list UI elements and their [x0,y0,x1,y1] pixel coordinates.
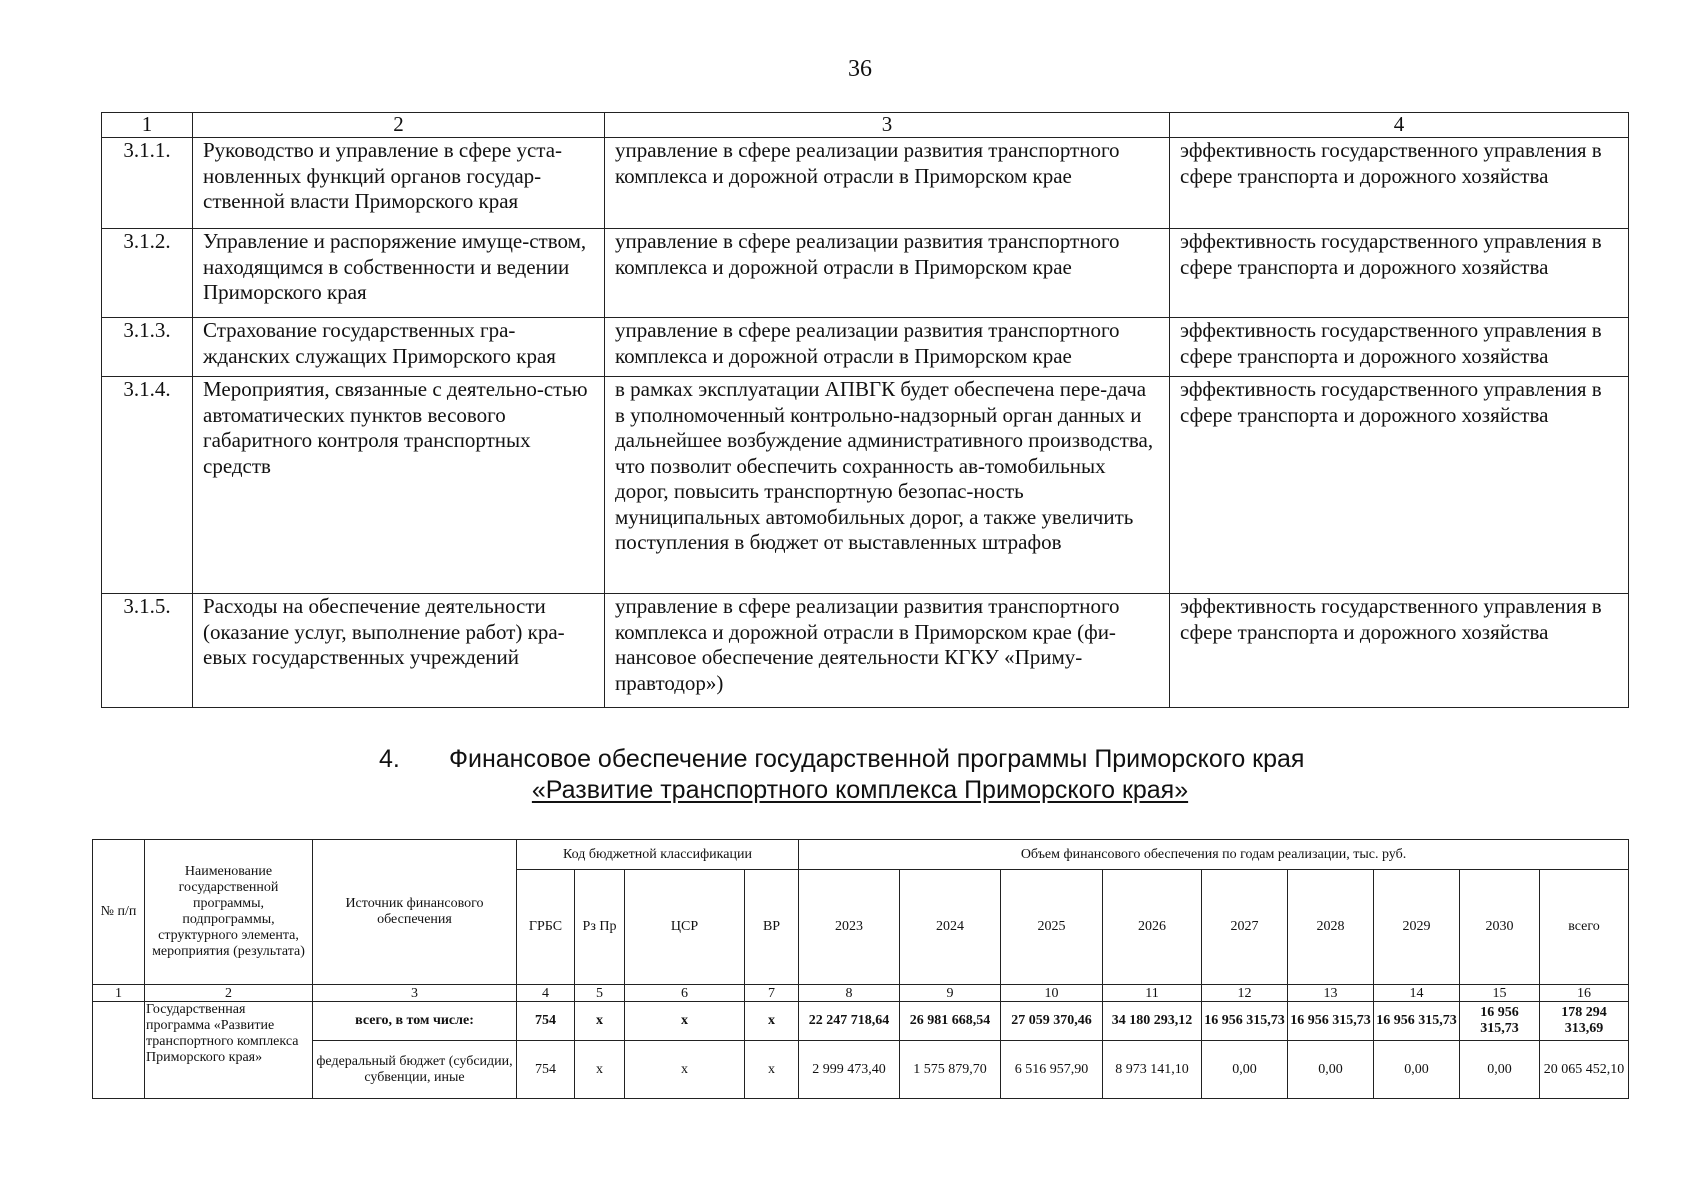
section-number: 4. [379,745,400,773]
measure-indicator: эффективность государственного управления в сфере транспорта и дорожного хозяйства [1170,594,1629,708]
column-header: 2 [193,113,605,138]
column-number: 2 [145,985,313,1002]
column-number: 9 [900,985,1001,1002]
measure-name: Мероприятия, связанные с деятельно-стью автоматических пунктов весового габаритного контроля транспортных средств [193,377,605,594]
header-budget-code: Код бюджетной классификации [517,840,799,870]
amount-2028: 16 956 315,73 [1288,1002,1374,1041]
section-title: Финансовое обеспечение государственной программы Приморского края [449,745,1305,773]
vr-code: x [745,1002,799,1041]
header-source: Источник финансового обеспечения [313,840,517,985]
header-year: 2026 [1103,870,1202,985]
amount-2030: 16 956 315,73 [1460,1002,1540,1041]
header-year: 2024 [900,870,1001,985]
measures-table [101,112,1629,708]
amount-2023: 22 247 718,64 [799,1002,900,1041]
funding-source: федеральный бюджет (субсидии, субвенции, иные [313,1041,517,1099]
column-number: 7 [745,985,799,1002]
measure-indicator: эффективность государственного управления в сфере транспорта и дорожного хозяйства [1170,318,1629,377]
row-number: 3.1.1. [102,138,193,229]
column-number: 15 [1460,985,1540,1002]
program-title: «Развитие транспортного комплекса Приморского края» [531,776,1189,804]
financing-table [92,839,1629,1099]
column-number: 6 [625,985,745,1002]
row-number-empty [93,1002,145,1099]
amount-total: 20 065 452,10 [1540,1041,1629,1099]
csr-code: x [625,1002,745,1041]
csr-code: x [625,1041,745,1099]
amount-2029: 16 956 315,73 [1374,1002,1460,1041]
measure-indicator: эффективность государственного управления в сфере транспорта и дорожного хозяйства [1170,138,1629,229]
table-row [102,138,1629,229]
measure-indicator: эффективность государственного управления в сфере транспорта и дорожного хозяйства [1170,377,1629,594]
table-row [102,594,1629,708]
measure-name: Расходы на обеспечение деятельности (оказание услуг, выполнение работ) кра-евых государственных учреждений [193,594,605,708]
header-name: Наименование государственной программы, подпрограммы, структурного элемента, мероприятия (результата) [145,840,313,985]
amount-2025: 27 059 370,46 [1001,1002,1103,1041]
measure-name: Управление и распоряжение имуще-ством, находящимся в собственности и ведении Приморского края [193,229,605,318]
header-year: 2025 [1001,870,1103,985]
measures-table-header-row [102,113,1629,138]
column-number-row [93,985,1629,1002]
rzpr-code: x [575,1041,625,1099]
header-year: 2027 [1202,870,1288,985]
column-number: 11 [1103,985,1202,1002]
table-row [102,229,1629,318]
funding-source: всего, в том числе: [313,1002,517,1041]
measure-name: Страхование государственных гра-жданских служащих Приморского края [193,318,605,377]
column-number: 4 [517,985,575,1002]
amount-2030: 0,00 [1460,1041,1540,1099]
table-row [93,1002,1629,1041]
column-number: 14 [1374,985,1460,1002]
amount-2029: 0,00 [1374,1041,1460,1099]
program-name: Государственная программа «Развитие транспортного комплекса Приморского края» [145,1002,313,1099]
header-year: 2029 [1374,870,1460,985]
measure-result: управление в сфере реализации развития транспортного комплекса и дорожной отрасли в Приморском крае [605,138,1170,229]
amount-2027: 0,00 [1202,1041,1288,1099]
measure-result: управление в сфере реализации развития транспортного комплекса и дорожной отрасли в Приморском крае [605,318,1170,377]
amount-total: 178 294 313,69 [1540,1002,1629,1041]
header-year: 2030 [1460,870,1540,985]
table-row [102,318,1629,377]
header-rzpr: Рз Пр [575,870,625,985]
column-number: 10 [1001,985,1103,1002]
column-header: 3 [605,113,1170,138]
column-header: 4 [1170,113,1629,138]
header-vr: ВР [745,870,799,985]
measure-result: управление в сфере реализации развития транспортного комплекса и дорожной отрасли в Приморском крае [605,229,1170,318]
section-title-line2 [0,775,1685,806]
row-number: 3.1.2. [102,229,193,318]
amount-2024: 26 981 668,54 [900,1002,1001,1041]
column-number: 1 [93,985,145,1002]
column-number: 16 [1540,985,1629,1002]
column-header: 1 [102,113,193,138]
row-number: 3.1.4. [102,377,193,594]
rzpr-code: x [575,1002,625,1041]
header-total: всего [1540,870,1629,985]
measure-indicator: эффективность государственного управления в сфере транспорта и дорожного хозяйства [1170,229,1629,318]
column-number: 13 [1288,985,1374,1002]
amount-2026: 8 973 141,10 [1103,1041,1202,1099]
table-row [102,377,1629,594]
header-year: 2028 [1288,870,1374,985]
header-num: № п/п [93,840,145,985]
amount-2024: 1 575 879,70 [900,1041,1001,1099]
amount-2026: 34 180 293,12 [1103,1002,1202,1041]
page-number: 36 [848,56,872,82]
measure-result: управление в сфере реализации развития транспортного комплекса и дорожной отрасли в Приморском крае (фи-нансовое обеспечение деятельности КГКУ «Приму-правтодор») [605,594,1170,708]
financing-header-row [93,840,1629,870]
vr-code: x [745,1041,799,1099]
measure-result: в рамках эксплуатации АПВГК будет обеспечена пере-дача в уполномоченный контрольно-надзорный орган данных и дальнейшее возбуждение административного производства, что позволит обеспечить сохранность ав-томобильных дорог, повысить транспортную безопас-ность муниципальных автомобильных дорог, а также увеличить поступления в бюджет от выставленных штрафов [605,377,1170,594]
column-number: 3 [313,985,517,1002]
amount-2028: 0,00 [1288,1041,1374,1099]
row-number: 3.1.5. [102,594,193,708]
header-grbs: ГРБС [517,870,575,985]
grbs-code: 754 [517,1041,575,1099]
header-funding: Объем финансового обеспечения по годам реализации, тыс. руб. [799,840,1629,870]
column-number: 8 [799,985,900,1002]
table-row [93,1041,1629,1099]
amount-2023: 2 999 473,40 [799,1041,900,1099]
column-number: 12 [1202,985,1288,1002]
measure-name: Руководство и управление в сфере уста-новленных функций органов государ-ственной власти Приморского края [193,138,605,229]
row-number: 3.1.3. [102,318,193,377]
header-year: 2023 [799,870,900,985]
header-csr: ЦСР [625,870,745,985]
amount-2025: 6 516 957,90 [1001,1041,1103,1099]
grbs-code: 754 [517,1002,575,1041]
column-number: 5 [575,985,625,1002]
section-title-line1 [379,744,1304,775]
amount-2027: 16 956 315,73 [1202,1002,1288,1041]
